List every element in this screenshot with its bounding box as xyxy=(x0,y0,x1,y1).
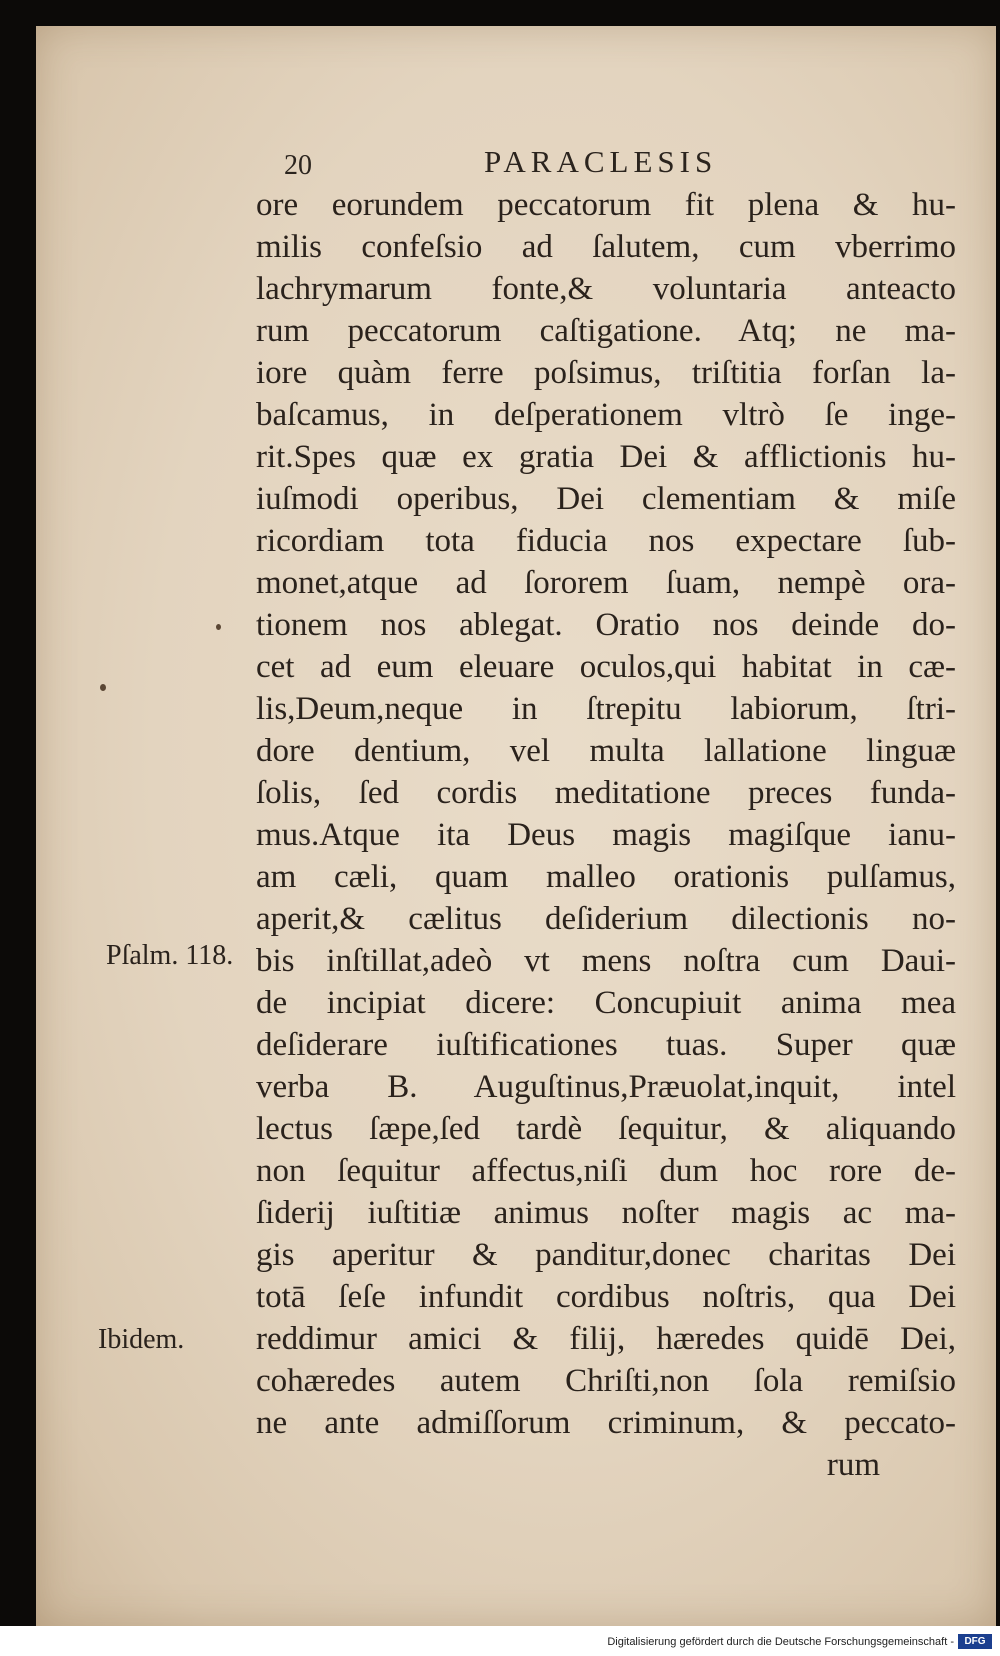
text-line: ne ante admiſſorum criminum, & peccato- xyxy=(256,1405,956,1441)
catchword: rum xyxy=(826,1447,880,1483)
text-line: am cæli, quam malleo orationis pulſamus, xyxy=(256,859,956,895)
text-line: reddimur amici & filij, hæredes quidē Dei, xyxy=(256,1321,956,1357)
text-line: totā ſeſe infundit cordibus noſtris, qua Dei xyxy=(256,1279,956,1315)
margin-note-psalm: Pſalm. 118. xyxy=(106,940,234,971)
text-line: iore quàm ferre poſsimus, triſtitia forſan la- xyxy=(256,355,956,391)
text-line: lachrymarum fonte,& voluntaria anteacto xyxy=(256,271,956,307)
text-line: baſcamus, in deſperationem vltrò ſe inge- xyxy=(256,397,956,433)
text-line: deſiderare iuſtificationes tuas. Super quæ xyxy=(256,1027,956,1063)
page-title: PARACLESIS xyxy=(484,144,718,179)
text-line: mus.Atque ita Deus magis magiſque ianu- xyxy=(256,817,956,853)
text-line: gis aperitur & panditur,donec charitas Dei xyxy=(256,1237,956,1273)
ink-speck xyxy=(100,684,106,691)
margin-note-ibidem: Ibidem. xyxy=(98,1324,185,1355)
text-line: rum peccatorum caſtigatione. Atq; ne ma- xyxy=(256,313,956,349)
text-line: rit.Spes quæ ex gratia Dei & afflictionis hu- xyxy=(256,439,956,475)
text-line: cohæredes autem Chriſti,non ſola remiſsio xyxy=(256,1363,956,1399)
text-line: de incipiat dicere: Concupiuit anima mea xyxy=(256,985,956,1021)
body-text xyxy=(256,184,956,1486)
text-line: tionem nos ablegat. Oratio nos deinde do- xyxy=(256,607,956,643)
text-line: ore eorundem peccatorum fit plena & hu- xyxy=(256,187,956,223)
text-line: monet,atque ad ſororem ſuam, nempè ora- xyxy=(256,565,956,601)
text-line: ricordiam tota fiducia nos expectare ſub- xyxy=(256,523,956,559)
footer-bar xyxy=(0,1626,1000,1656)
text-line: bis inſtillat,adeò vt mens noſtra cum Daui- xyxy=(256,943,956,979)
text-line: dore dentium, vel multa lallatione linguæ xyxy=(256,733,956,769)
text-line: ſolis, ſed cordis meditatione preces funda- xyxy=(256,775,956,811)
text-line: aperit,& cælitus deſiderium dilectionis no- xyxy=(256,901,956,937)
text-line: cet ad eum eleuare oculos,qui habitat in cæ- xyxy=(256,649,956,685)
text-line: lis,Deum,neque in ſtrepitu labiorum, ſtri- xyxy=(256,691,956,727)
text-line: milis confeſsio ad ſalutem, cum vberrimo xyxy=(256,229,956,265)
book-page xyxy=(36,26,996,1626)
text-line: verba B. Auguſtinus,Præuolat,inquit, intel xyxy=(256,1069,956,1105)
text-line: lectus ſæpe,ſed tardè ſequitur, & aliquando xyxy=(256,1111,956,1147)
funding-credit: Digitalisierung gefördert durch die Deutsche Forschungsgemeinschaft - xyxy=(607,1636,954,1648)
text-line: non ſequitur affectus,niſi dum hoc rore de- xyxy=(256,1153,956,1189)
dfg-logo: DFG xyxy=(958,1634,992,1649)
page-number: 20 xyxy=(284,150,312,181)
running-head xyxy=(36,134,996,186)
ink-speck xyxy=(216,624,221,630)
text-line: ſiderij iuſtitiæ animus noſter magis ac ma- xyxy=(256,1195,956,1231)
text-line: iuſmodi operibus, Dei clementiam & miſe xyxy=(256,481,956,517)
